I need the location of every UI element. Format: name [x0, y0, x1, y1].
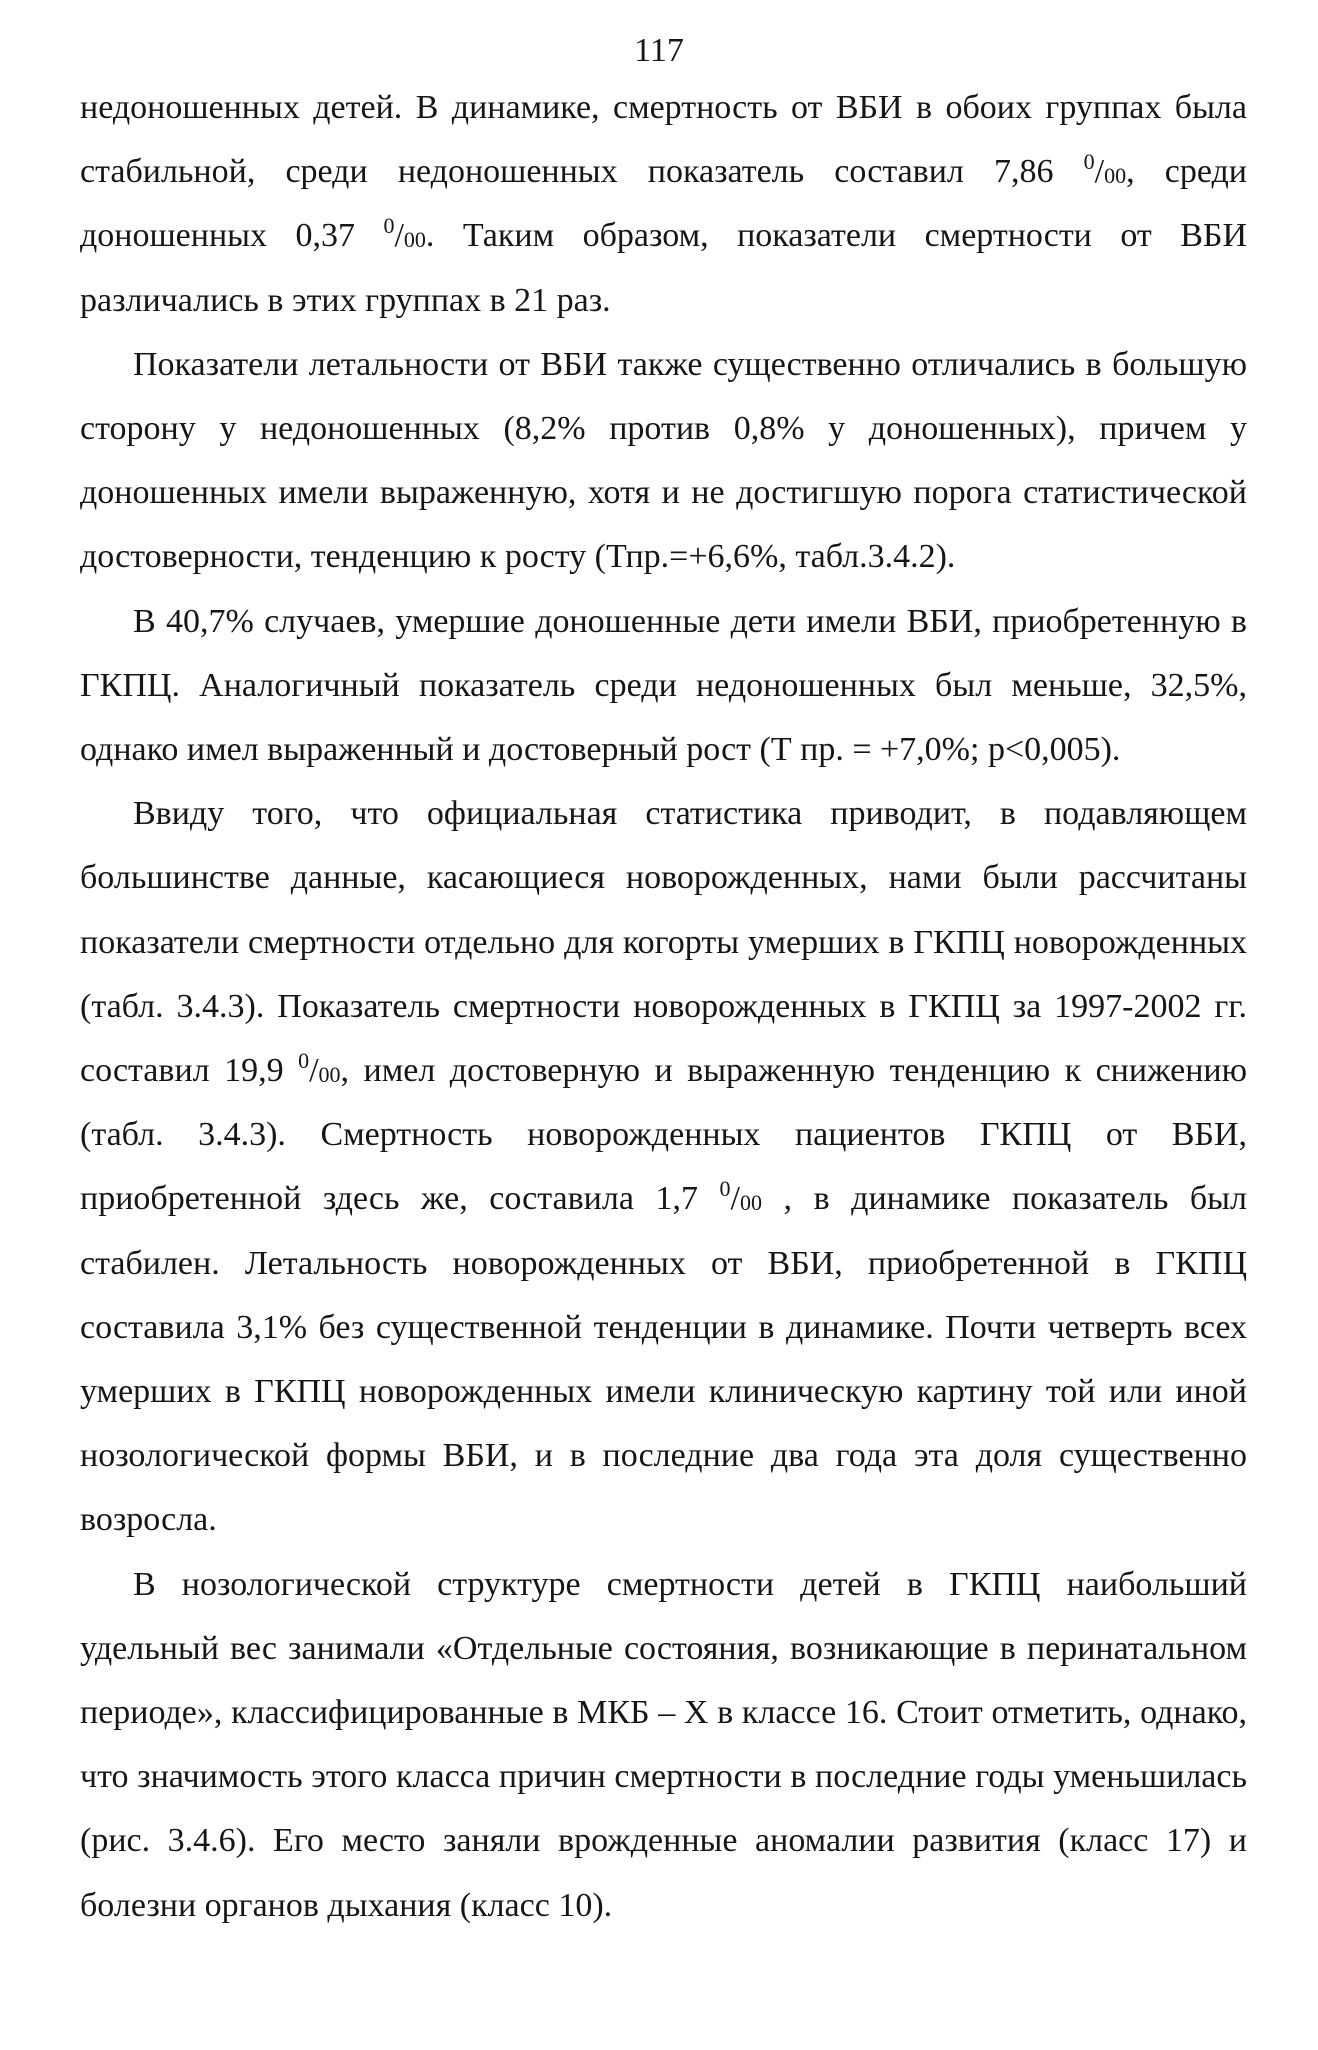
paragraph-text: , имел достоверную и выраженную тенденцию к снижению (табл. 3.4.3). Смертность новорожденных пациентов ГКПЦ от ВБИ, приобретенной здесь же, составила 1,7 [80, 1052, 1247, 1218]
permille-sign: $^0/_{00}$ [383, 213, 426, 255]
permille-sign: $^0/_{00}$ [298, 1047, 341, 1090]
paragraph [80, 1553, 1247, 1938]
paragraph [80, 782, 1247, 1552]
paragraph [80, 333, 1247, 590]
paragraph-text: Ввиду того, что официальная статистика приводит, в подавляющем большинстве данные, касающиеся новорожденных, нами были рассчитаны показатели смертности отдельно для когорты умерших в ГКПЦ новорожденных (табл. 3.4.3). Показатель смертности новорожденных в ГКПЦ за 1997-2002 гг. составил 19,9 [80, 795, 1247, 1090]
permille-sign: $^0/_{00}$ [1083, 149, 1127, 191]
paragraph [80, 590, 1247, 783]
paragraph [80, 76, 1247, 333]
permille-sign: $^0/_{00}$ [719, 1176, 762, 1218]
paragraph-text: В нозологической структуре смертности детей в ГКПЦ наибольший удельный вес занимали «Отдельные состояния, возникающие в перинатальном периоде», классифицированные в МКБ – X в классе 16. Стоит отметить, однако, что значимость этого класса причин смертности в последние годы уменьшилась (рис. 3.4.6). Его место заняли врожденные аномалии развития (класс 17) и болезни органов дыхания (класс 10). [80, 1565, 1247, 1924]
paragraph-text: недоношенных детей. В динамике, смертность от ВБИ в обоих группах была стабильной, среди недоношенных показатель составил 7,86 [80, 89, 1247, 191]
page-number: 117 [634, 32, 684, 69]
paragraph-text: Показатели летальности от ВБИ также существенно отличались в большую сторону у недоношенных (8,2% против 0,8% у доношенных), причем у доношенных имели выраженную, хотя и не достигшую порога статистической достоверности, тенденцию к росту (Тпр.=+6,6%, табл.3.4.2). [80, 345, 1247, 576]
paragraph-text: , в динамике показатель был стабилен. Летальность новорожденных от ВБИ, приобретенной в ГКПЦ составила 3,1% без существенной тенденции в динамике. Почти четверть всех умерших в ГКПЦ новорожденных имели клиническую картину той или иной нозологической формы ВБИ, и в последние два года эта доля существенно возросла. [80, 1180, 1247, 1539]
paragraph-text: , среди доношенных 0,37 [80, 153, 1247, 255]
paragraph-text: . Таким образом, показатели смертности от ВБИ различались в этих группах в 21 раз. [80, 217, 1247, 319]
paragraph-text: В 40,7% случаев, умершие доношенные дети имели ВБИ, приобретенную в ГКПЦ. Аналогичный показатель среди недоношенных был меньше, 32,5%, однако имел выраженный и достоверный рост (Т пр. = +7,0%; p<0,005). [80, 602, 1247, 769]
body-text [80, 76, 1247, 1938]
